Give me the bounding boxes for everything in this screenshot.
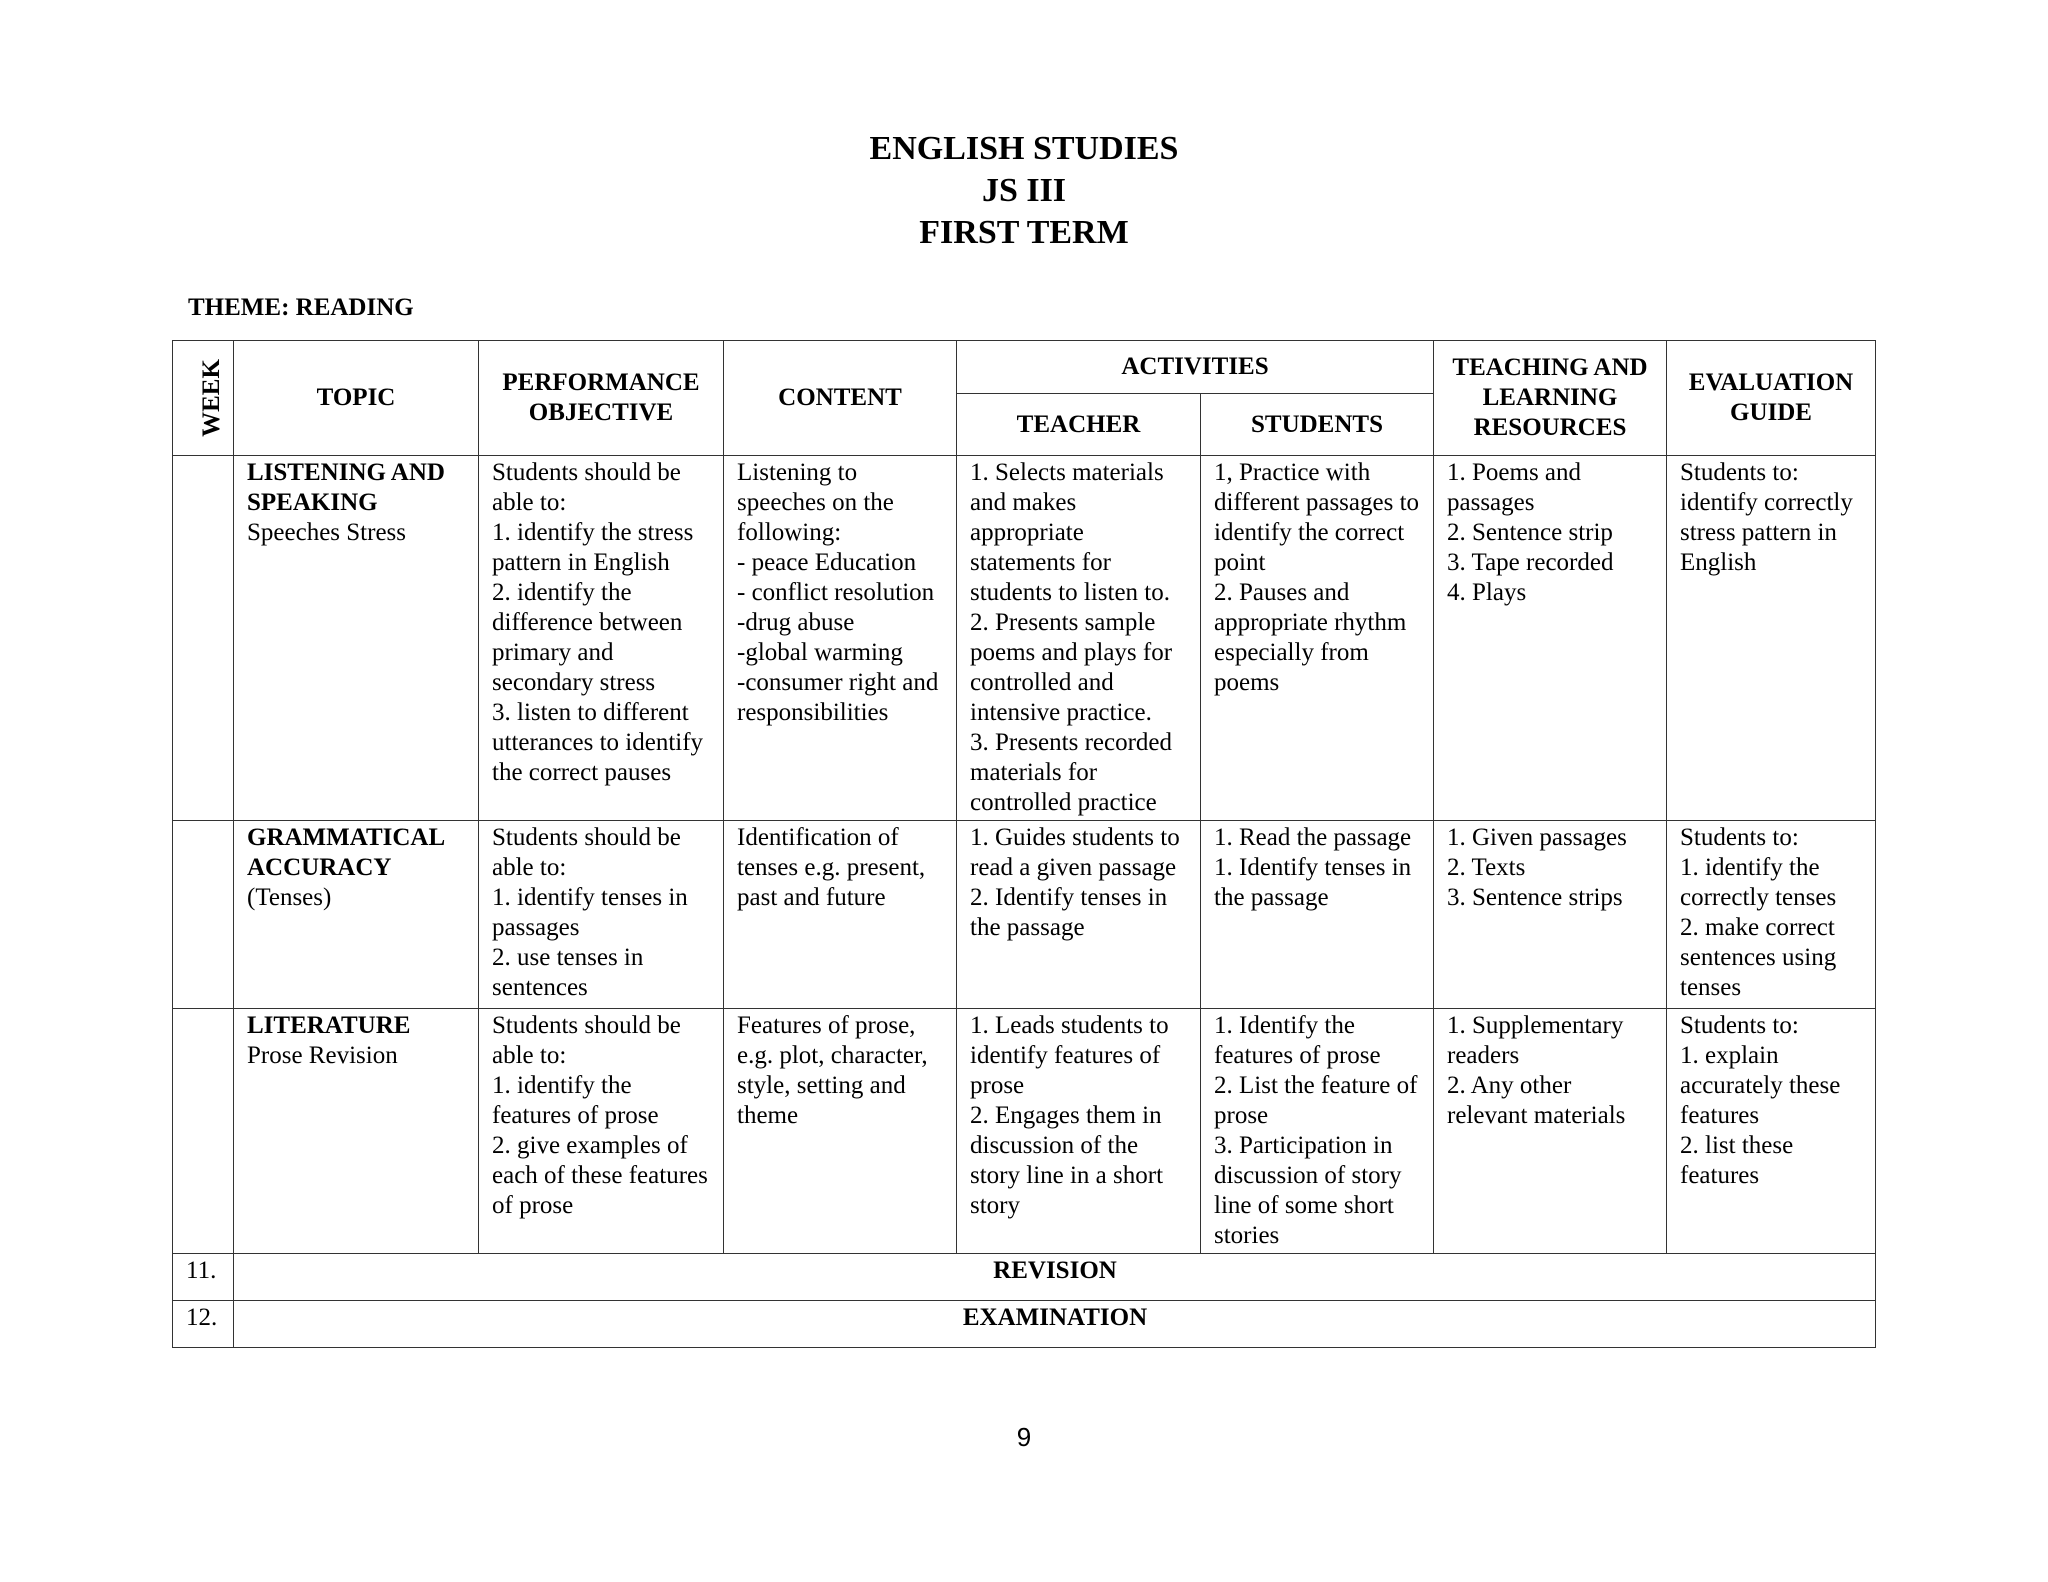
resources-cell: 1. Given passages 2. Texts 3. Sentence strips <box>1434 821 1667 1009</box>
week-header <box>173 341 234 456</box>
evaluation-cell: Students to: 1. identify the correctly tenses 2. make correct sentences using tenses <box>1667 821 1876 1009</box>
objective-header: PERFORMANCE OBJECTIVE <box>479 341 724 456</box>
table-row <box>173 821 1876 1009</box>
students-header: STUDENTS <box>1201 394 1434 456</box>
topic-subtitle: (Tenses) <box>247 884 332 911</box>
topic-cell <box>234 821 479 1009</box>
teacher-header: TEACHER <box>957 394 1201 456</box>
objective-cell: Students should be able to: 1. identify the features of prose 2. give examples of each of these features of prose <box>479 1009 724 1254</box>
week-cell <box>173 456 234 821</box>
week-cell <box>173 821 234 1009</box>
topic-cell <box>234 1009 479 1254</box>
topic-title: LITERATURE <box>247 1012 411 1039</box>
topic-subtitle: Prose Revision <box>247 1042 398 1069</box>
topic-subtitle: Speeches Stress <box>247 519 406 546</box>
content-cell: Identification of tenses e.g. present, past and future <box>724 821 957 1009</box>
week-header-label: WEEK <box>197 359 225 437</box>
class-level-title: JS III <box>981 172 1067 209</box>
objective-cell: Students should be able to: 1. identify tenses in passages 2. use tenses in sentences <box>479 821 724 1009</box>
content-header: CONTENT <box>724 341 957 456</box>
activities-header: ACTIVITIES <box>957 341 1434 394</box>
teacher-activity-cell: 1. Guides students to read a given passage 2. Identify tenses in the passage <box>957 821 1201 1009</box>
topic-title: LISTENING AND SPEAKING <box>247 459 445 516</box>
document-title-block <box>0 128 2048 254</box>
topic-header: TOPIC <box>234 341 479 456</box>
resources-cell: 1. Poems and passages 2. Sentence strip 3. Tape recorded 4. Plays <box>1434 456 1667 821</box>
resources-header: TEACHING AND LEARNING RESOURCES <box>1434 341 1667 456</box>
examination-label: EXAMINATION <box>234 1301 1876 1348</box>
revision-label: REVISION <box>234 1254 1876 1301</box>
topic-cell <box>234 456 479 821</box>
evaluation-cell: Students to: identify correctly stress pattern in English <box>1667 456 1876 821</box>
week-cell: 12. <box>173 1301 234 1348</box>
objective-cell: Students should be able to: 1. identify the stress pattern in English 2. identify the difference between primary and secondary stress 3. listen to different utterances to identify the correct pauses <box>479 456 724 821</box>
evaluation-cell: Students to: 1. explain accurately these features 2. list these features <box>1667 1009 1876 1254</box>
content-cell: Listening to speeches on the following: - peace Education - conflict resolution -drug abuse -global warming -consumer right and responsibilities <box>724 456 957 821</box>
week-cell <box>173 1009 234 1254</box>
evaluation-header: EVALUATION GUIDE <box>1667 341 1876 456</box>
revision-row <box>173 1254 1876 1301</box>
term-title: FIRST TERM <box>919 214 1129 251</box>
table-row <box>173 1009 1876 1254</box>
teacher-activity-cell: 1. Leads students to identify features of prose 2. Engages them in discussion of the story line in a short story <box>957 1009 1201 1254</box>
table-row <box>173 456 1876 821</box>
students-activity-cell: 1. Read the passage 1. Identify tenses in the passage <box>1201 821 1434 1009</box>
page-number: 9 <box>1016 1422 1032 1452</box>
subject-title: ENGLISH STUDIES <box>869 130 1179 167</box>
teacher-activity-cell: 1. Selects materials and makes appropriate statements for students to listen to. 2. Presents sample poems and plays for controlled and intensive practice. 3. Presents recorded materials for controlled practice <box>957 456 1201 821</box>
students-activity-cell: 1, Practice with different passages to identify the correct point 2. Pauses and appropriate rhythm especially from poems <box>1201 456 1434 821</box>
resources-cell: 1. Supplementary readers 2. Any other relevant materials <box>1434 1009 1667 1254</box>
topic-title: GRAMMATICAL ACCURACY <box>247 824 444 881</box>
content-cell: Features of prose, e.g. plot, character, style, setting and theme <box>724 1009 957 1254</box>
examination-row <box>173 1301 1876 1348</box>
scheme-of-work-table <box>172 340 1876 1348</box>
week-cell: 11. <box>173 1254 234 1301</box>
students-activity-cell: 1. Identify the features of prose 2. List the feature of prose 3. Participation in discussion of story line of some short stories <box>1201 1009 1434 1254</box>
theme-label: THEME: READING <box>188 294 414 321</box>
